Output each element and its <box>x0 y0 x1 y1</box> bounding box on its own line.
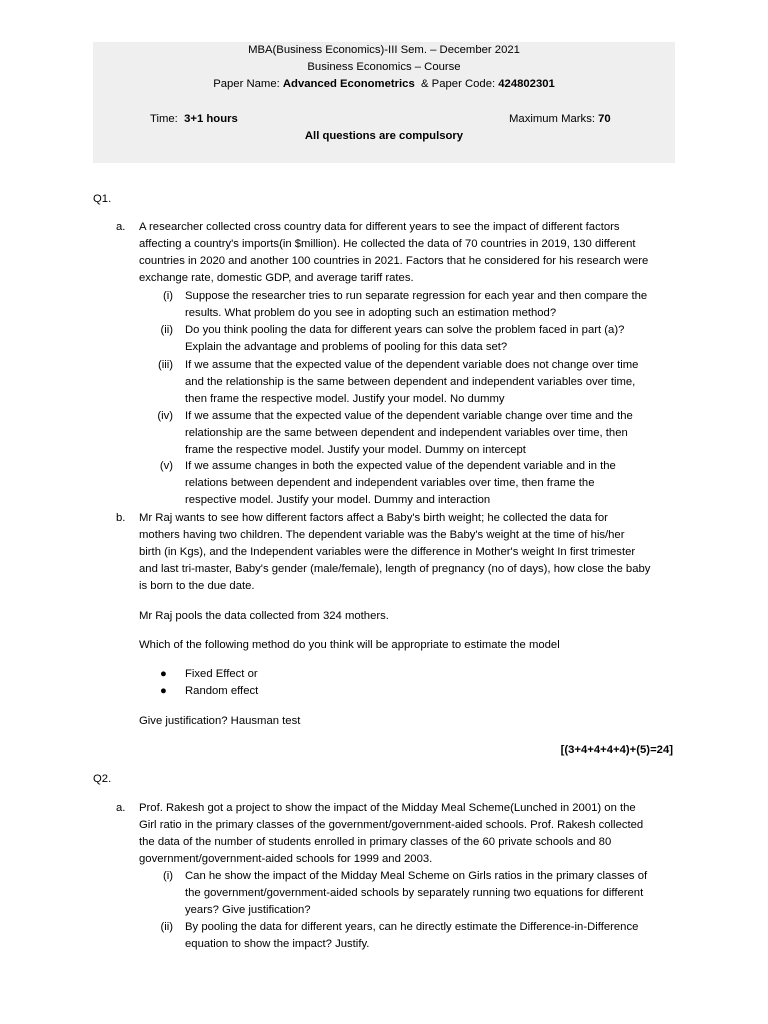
option-random-effect: Random effect <box>185 685 259 697</box>
header-paper-line <box>93 76 675 93</box>
text-line: then frame the respective model. Justify your model. No dummy <box>185 393 505 405</box>
q1-part-b-label: b. <box>116 512 126 524</box>
sub-label: (i) <box>162 870 173 882</box>
text-line: If we assume that the expected value of the dependent variable change over time and the <box>185 410 633 422</box>
text-line: A researcher collected cross country data for different years to see the impact of different factors <box>139 221 620 233</box>
text-line: Suppose the researcher tries to run separate regression for each year and then compare the <box>185 290 648 302</box>
time-value: 3+1 hours <box>184 113 238 125</box>
header-line-2: Business Economics – Course <box>307 61 461 73</box>
text-line: respective model. Justify your model. Dummy and interaction <box>185 494 491 506</box>
time-label: Time: <box>150 113 185 125</box>
q1-a-sub-iii <box>185 357 680 408</box>
sub-label: (ii) <box>160 921 173 933</box>
q1-part-a-text <box>139 219 679 287</box>
option-fixed-effect: Fixed Effect or <box>185 668 258 680</box>
text-line: government/government-aided schools for 1999 and 2003. <box>139 853 433 865</box>
exam-header <box>93 42 675 163</box>
text-line: By pooling the data for different years, can he directly estimate the Difference-in-Difference <box>185 921 639 933</box>
q1-b-justification: Give justification? Hausman test <box>139 715 301 727</box>
marks-label: Maximum Marks: <box>509 113 599 125</box>
text-line: affecting a country's imports(in $million). He collected the data of 70 countries in 2019, 130 different <box>139 238 636 250</box>
text-line: Girl ratio in the primary classes of the government/government-aided schools. Prof. Rakesh collected <box>139 819 644 831</box>
text-line: mothers having two children. The dependent variable was the Baby's weight at the time of his/her <box>139 529 625 541</box>
q2-a-sub-ii <box>185 919 680 953</box>
q1-a-sub-ii <box>185 322 680 356</box>
code-prefix: & Paper Code: <box>414 78 499 90</box>
text-line: birth (in Kgs), and the Independent variables were the difference in Mother's weight In first trimester <box>139 546 636 558</box>
text-line: Do you think pooling the data for different years can solve the problem faced in part (a)? <box>185 324 625 336</box>
sub-label: (v) <box>159 460 173 472</box>
sub-label: (iv) <box>157 410 173 422</box>
question-2-label: Q2. <box>93 773 112 785</box>
q1-marks: [(3+4+4+4+4)+(5)=24] <box>560 744 673 756</box>
sub-label: (iii) <box>157 359 173 371</box>
text-line: and the relationship is the same between dependent and independent variables over time, <box>185 376 636 388</box>
header-line-1: MBA(Business Economics)-III Sem. – December 2021 <box>248 44 520 56</box>
q1-b-method-text: Which of the following method do you think will be appropriate to estimate the model <box>139 639 560 651</box>
sub-label: (i) <box>162 290 173 302</box>
text-line: Prof. Rakesh got a project to show the impact of the Midday Meal Scheme(Lunched in 2001) on the <box>139 802 636 814</box>
sub-label: (ii) <box>160 324 173 336</box>
q1-b-pool-text: Mr Raj pools the data collected from 324 mothers. <box>139 610 389 622</box>
text-line: frame the respective model. Justify your model. Dummy on intercept <box>185 444 526 456</box>
text-line: If we assume changes in both the expected value of the dependent variable and in the <box>185 460 616 472</box>
paper-code: 424802301 <box>498 78 555 90</box>
text-line: countries in 2020 and another 100 countries in 2021. Factors that he considered for his research were <box>139 255 649 267</box>
time-info <box>150 111 238 128</box>
text-line: Mr Raj wants to see how different factors affect a Baby's birth weight; he collected the data for <box>139 512 608 524</box>
text-line: Can he show the impact of the Midday Meal Scheme on Girls ratios in the primary classes of <box>185 870 648 882</box>
max-marks-info <box>509 111 611 128</box>
instruction: All questions are compulsory <box>304 130 464 142</box>
text-line: If we assume that the expected value of the dependent variable does not change over time <box>185 359 639 371</box>
text-line: relationship are the same between dependent and independent variables over time, then <box>185 427 628 439</box>
text-line: and last tri-master, Baby's gender (male/female), length of pregnancy (no of days), how close the baby <box>139 563 651 575</box>
text-line: equation to show the impact? Justify. <box>185 938 370 950</box>
q2-part-a-label: a. <box>116 802 126 814</box>
paper-prefix: Paper Name: <box>213 78 283 90</box>
text-line: exchange rate, domestic GDP, and average tariff rates. <box>139 272 414 284</box>
text-line: relations between dependent and independent variables over time, then frame the <box>185 477 595 489</box>
q1-a-sub-v <box>185 458 680 509</box>
marks-value: 70 <box>598 113 611 125</box>
q1-a-sub-i <box>185 288 680 322</box>
q1-part-b-text <box>139 510 679 595</box>
text-line: years? Give justification? <box>185 904 311 916</box>
text-line: the data of the number of students enrolled in primary classes of the 60 private schools and 80 <box>139 836 612 848</box>
text-line: is born to the due date. <box>139 580 255 592</box>
text-line: the government/government-aided schools by separately running two equations for different <box>185 887 644 899</box>
paper-name: Advanced Econometrics <box>282 78 415 90</box>
q1-a-sub-iv <box>185 408 680 459</box>
bullet-icon: ● <box>160 668 167 680</box>
text-line: results. What problem do you see in adopting such an estimation method? <box>185 307 557 319</box>
text-line: Explain the advantage and problems of pooling for this data set? <box>185 341 508 353</box>
q2-a-sub-i <box>185 868 680 919</box>
bullet-icon: ● <box>160 685 167 697</box>
q1-part-a-label: a. <box>116 221 126 233</box>
q2-part-a-text <box>139 800 679 868</box>
question-1-label: Q1. <box>93 193 112 205</box>
